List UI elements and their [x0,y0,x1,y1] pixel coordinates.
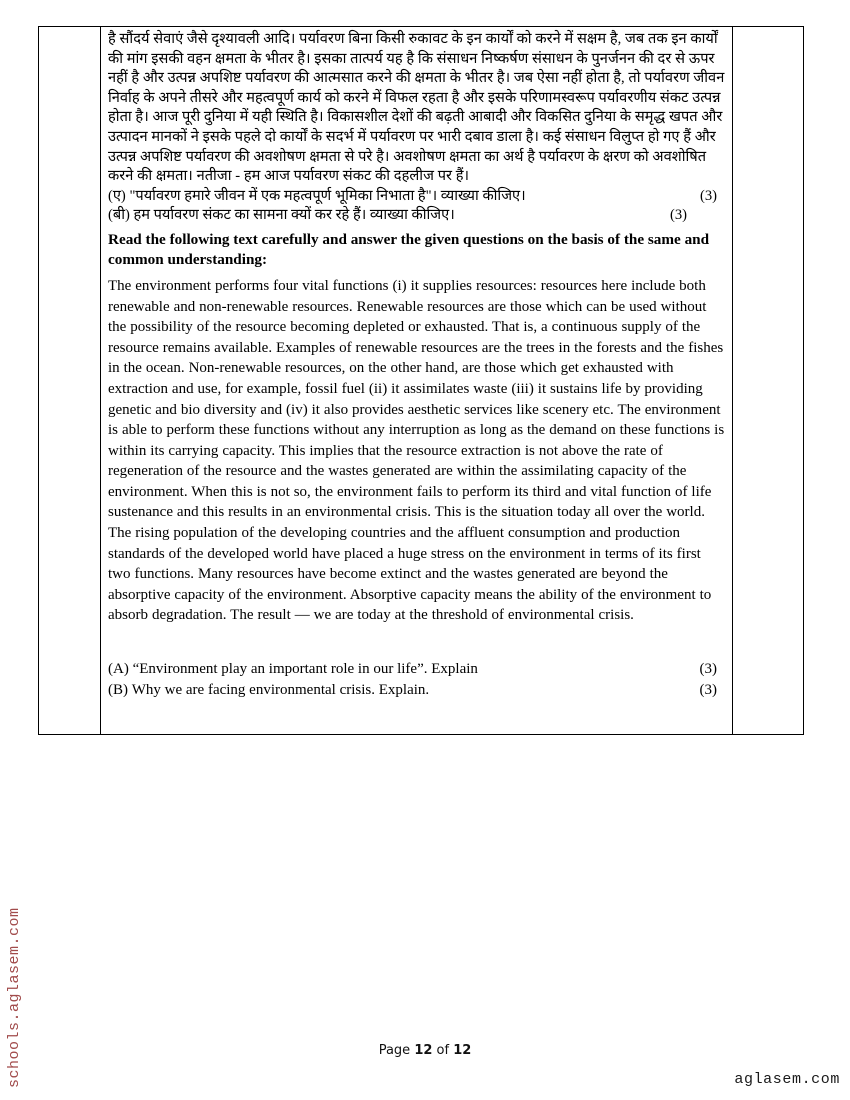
hindi-passage: है सौंदर्य सेवाएं जैसे दृश्यावली आदि। पर्यावरण बिना किसी रुकावट के इन कार्यों को करने में सक्षम है, जब तक इन कार्यों की मांग इसकी वहन क्षमता के भीतर है। इसका तात्पर्य यह है कि संसाधन निष्कर्षण संसाधन के पुनर्जनन की दर से ऊपर नहीं है और उत्पन्न अपशिष्ट पर्यावरण की आत्मसात करने की क्षमता के भीतर है। जब ऐसा नहीं होता है, तो पर्यावरण जीवन निर्वाह के अपने तीसरे और महत्वपूर्ण कार्य को करने में विफल रहता है और इसके परिणामस्वरूप पर्यावरणीय संकट उत्पन्न होता है। आज पूरी दुनिया में यही स्थिति है। विकासशील देशों की बढ़ती आबादी और विकसित दुनिया के समृद्ध खपत और उत्पादन मानकों ने इसके पहले दो कार्यों के सदर्भ में पर्यावरण पर भारी दबाव डाला है। कई संसाधन विलुप्त हो गए हैं और उत्पन्न अपशिष्ट पर्यावरण की अवशोषण क्षमता से परे है। अवशोषण क्षमता का अर्थ है पर्यावरण के क्षरण को अवशोषित करने की क्षमता। नतीजा - हम आज पर्यावरण संकट की दहलीज पर हैं। [108,31,725,185]
brand-footer: aglasem.com [734,1071,840,1088]
content-cell [101,27,733,735]
table-row [39,27,804,735]
english-passage: The environment performs four vital functions (i) it supplies resources: resources here include both renewable and non-renewable resources. Renewable resources are those which can be used without the possibility of the resource becoming depleted or exhausted. That is, a continuous supply of the resource remains available. Examples of renewable resources are the trees in the forests and the fishes in the ocean. Non-renewable resources, on the other hand, are those which get exhausted with extraction and use, for example, fossil fuel (ii) it assimilates waste (iii) it sustains life by providing genetic and bio diversity and (iv) it also provides aesthetic services like scenery etc. The environment is able to perform these functions without any interruption as long as the demand on these functions is within its carrying capacity. This implies that the resource extraction is not above the rate of regeneration of the resource and the wastes generated are within the assimilating capacity of the environment. When this is not so, the environment fails to perform its third and vital function of life sustenance and this results in an environmental crisis. This is the situation today all over the world. The rising population of the developing countries and the affluent consumption and production standards of the developed world have placed a huge stress on the environment in terms of its first two functions. Many resources have become extinct and the wastes generated are beyond the absorptive capacity of the environment. Absorptive capacity means the ability of the environment to absorb degradation. The result — we are today at the threshold of environmental crisis. [108,277,725,624]
site-watermark-left: schools.aglasem.com [6,907,23,1088]
english-question-b [108,680,725,701]
reading-instruction: Read the following text carefully and answer the given questions on the basis of the same and common understanding: [108,230,710,269]
hindi-question-a-body: "पर्यावरण हमारे जीवन में एक महत्वपूर्ण भूमिका निभाता है"। व्याख्या कीजिए। [129,187,526,204]
english-question-a-label: (A) [108,661,129,678]
page-prefix: Page [378,1043,415,1058]
page-number-footer [0,1043,850,1058]
content-inner [101,27,732,734]
hindi-question-b-label: (बी) [108,207,130,224]
question-paper-table [38,26,804,735]
page-total: 12 [453,1043,472,1058]
spacer [478,659,700,680]
english-question-b-body: Why we are facing environmental crisis. Explain. [131,681,430,698]
hindi-question-a-marks: (3) [699,187,717,204]
english-question-b-text [108,680,429,701]
page-middle: of [432,1043,454,1058]
page-current: 12 [414,1043,433,1058]
english-question-a [108,659,725,680]
english-questions [108,659,725,700]
english-question-a-marks: (3) [699,661,717,678]
english-question-b-marks: (3) [699,681,717,698]
hindi-question-a-label: (ए) [108,187,126,204]
right-margin-cell [733,27,804,735]
english-question-a-body: “Environment play an important role in our life”. Explain [132,661,478,678]
hindi-question-b-marks: (3) [669,207,687,224]
hindi-question-a [108,187,725,207]
english-question-a-text [108,659,478,680]
hindi-question-b-body: हम पर्यावरण संकट का सामना क्यों कर रहे हैं। व्याख्या कीजिए। [133,207,455,224]
english-question-b-label: (B) [108,681,128,698]
left-margin-cell [39,27,101,735]
spacer [429,680,699,701]
hindi-question-b [108,206,725,226]
hindi-question-a-text [108,187,526,207]
hindi-question-b-text [108,206,455,226]
